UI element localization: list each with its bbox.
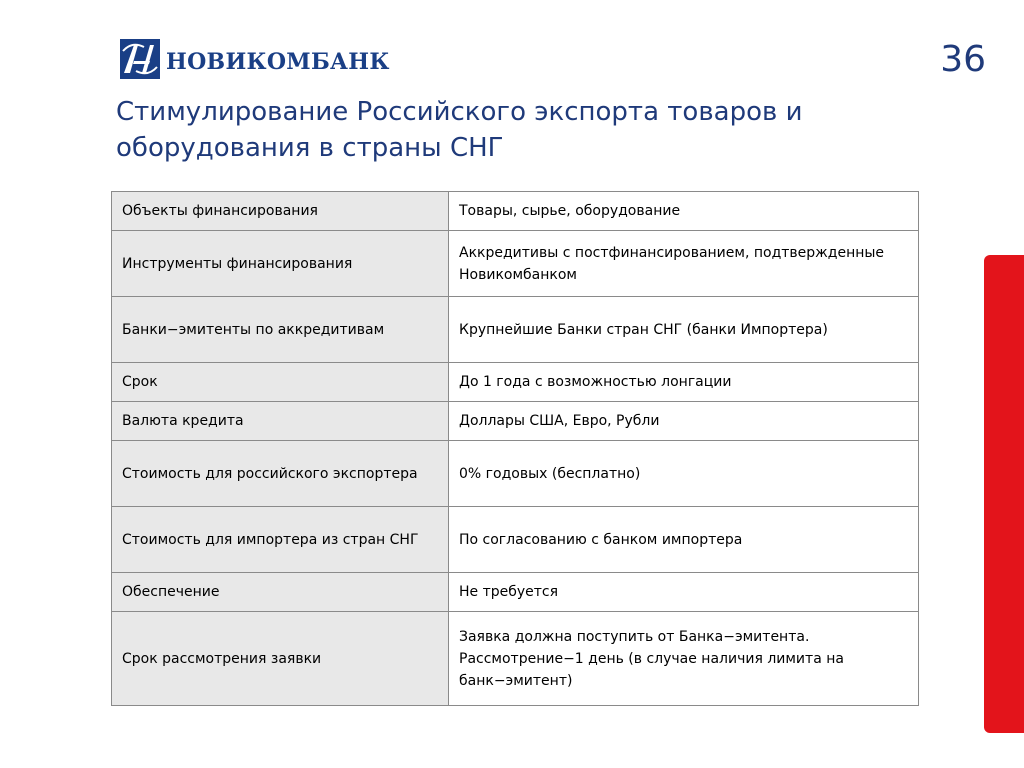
table-row — [112, 402, 919, 441]
row-value: Товары, сырье, оборудование — [449, 192, 919, 231]
row-value: 0% годовых (бесплатно) — [449, 441, 919, 507]
row-label: Обеспечение — [112, 573, 449, 612]
brand-logo — [120, 38, 390, 80]
row-label: Объекты финансирования — [112, 192, 449, 231]
table-row — [112, 573, 919, 612]
accent-red-bar — [984, 255, 1024, 733]
table-row — [112, 612, 919, 706]
brand-name: НОВИКОМБАНК — [166, 49, 390, 75]
novikombank-logo-icon — [120, 39, 160, 79]
table-row — [112, 231, 919, 297]
table-row — [112, 507, 919, 573]
slide-title: Стимулирование Российского экспорта товаров и оборудования в страны СНГ — [116, 97, 803, 163]
row-label: Валюта кредита — [112, 402, 449, 441]
page-number: 36 — [940, 39, 986, 80]
row-value: Заявка должна поступить от Банка−эмитента. Рассмотрение−1 день (в случае наличия лимита на банк−эмитент) — [449, 612, 919, 706]
row-value: Аккредитивы с постфинансированием, подтвержденные Новикомбанком — [449, 231, 919, 297]
table-row — [112, 297, 919, 363]
row-value: Доллары США, Евро, Рубли — [449, 402, 919, 441]
table-row — [112, 363, 919, 402]
row-label: Стоимость для импортера из стран СНГ — [112, 507, 449, 573]
row-label: Банки−эмитенты по аккредитивам — [112, 297, 449, 363]
row-value: Не требуется — [449, 573, 919, 612]
row-label: Срок — [112, 363, 449, 402]
table-row — [112, 192, 919, 231]
row-value: До 1 года с возможностью лонгации — [449, 363, 919, 402]
row-label: Срок рассмотрения заявки — [112, 612, 449, 706]
row-label: Инструменты финансирования — [112, 231, 449, 297]
financing-terms-table — [111, 191, 919, 706]
row-label: Стоимость для российского экспортера — [112, 441, 449, 507]
row-value: По согласованию с банком импортера — [449, 507, 919, 573]
row-value: Крупнейшие Банки стран СНГ (банки Импортера) — [449, 297, 919, 363]
table-row — [112, 441, 919, 507]
